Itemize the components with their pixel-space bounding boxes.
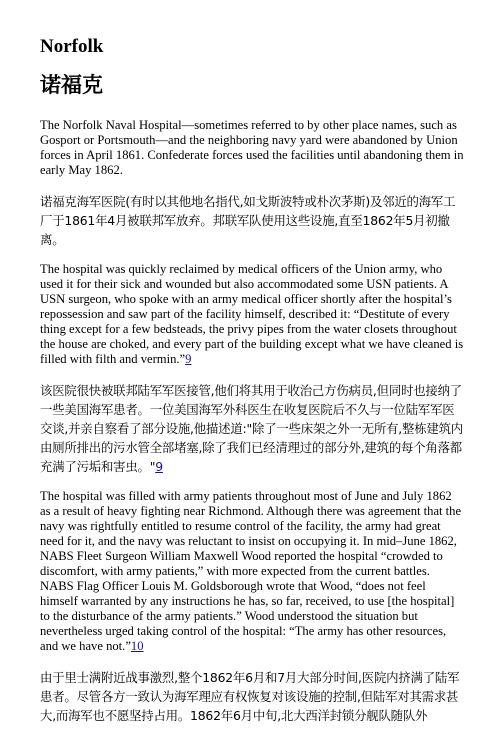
document-page bbox=[40, 36, 464, 738]
heading-chinese: 诺福克 bbox=[40, 73, 103, 97]
paragraph-chinese-1 bbox=[40, 192, 464, 249]
paragraph-text: The hospital was quickly reclaimed by medical officers of the Union army, who used it for their sick and wounded but also accommodated some USN patients. A USN surgeon, who spoke with an army medical officer shortly after the hospital’s repossession and saw part of the facility himself, described it: “Destitute of every thing except for a few bedsteads, the privy pipes from the water closets throughout the house are choked, and every part of the building except what we have cleaned is filled with filth and vermin.” bbox=[40, 262, 464, 366]
paragraph-text: The hospital was filled with army patients throughout most of June and July 1862 as a result of heavy fighting near Richmond. Although there was agreement that the navy was rightfully entitled to resume control of the facility, the army had great need for it, and the navy was reluctant to insist on occupying it. In mid–June 1862, NABS Fleet Surgeon William Maxwell Wood reported the hospital “crowded to discomfort, with army patients,” with more expected from the current battles. NABS Flag Officer Louis M. Goldsborough wrote that Wood, “does not feel himself warranted by any instructions he has, so far, received, to use [the hospital] to the disturbance of the army patients.” Wood understood the situation but nevertheless urged taking control of the hospital: “The army has other resources, and we have not.” bbox=[40, 489, 462, 653]
paragraph-english-3 bbox=[40, 489, 464, 654]
footnote-link[interactable]: 9 bbox=[155, 459, 163, 474]
paragraph-text: 由于里士满附近战事激烈,整个1862年6月和7月大部分时间,医院内挤满了陆军患者。尽管各方一致认为海军理应有权恢复对该设施的控制,但陆军对其需求甚大,而海军也不愿坚持占用。1862年6月中旬,北大西洋封锁分舰队随队外 bbox=[40, 670, 460, 723]
footnote-link[interactable]: 10 bbox=[130, 639, 144, 653]
footnote-link[interactable]: 9 bbox=[185, 352, 192, 366]
paragraph-text: 诺福克海军医院(有时以其他地名指代,如戈斯波特或朴次茅斯)及邻近的海军工厂于1861年4月被联邦军放弃。邦联军队使用这些设施,直至1862年5月初撤离。 bbox=[40, 194, 456, 247]
paragraph-english-1 bbox=[40, 118, 464, 178]
heading-english: Norfolk bbox=[40, 36, 104, 57]
paragraph-chinese-3 bbox=[40, 668, 464, 725]
paragraph-chinese-2 bbox=[40, 381, 464, 476]
paragraph-text: The Norfolk Naval Hospital—sometimes referred to by other place names, such as Gosport or Portsmouth—and the neighboring navy yard were abandoned by Union forces in April 1861. Confederate forces used the facilities until abandoning them in early May 1862. bbox=[40, 118, 464, 177]
paragraph-text: 该医院很快被联邦陆军军医接管,他们将其用于收治己方伤病员,但同时也接纳了一些美国海军患者。一位美国海军外科医生在收复医院后不久与一位陆军军医交谈,并亲自察看了部分设施,他描述道:"除了一些床架之外一无所有,整栋建筑内由厕所排出的污水管全部堵塞,除了我们已经清理过的部分外,建筑的每个角落都充满了污垢和害虫。" bbox=[40, 383, 463, 474]
paragraph-english-2 bbox=[40, 262, 464, 367]
